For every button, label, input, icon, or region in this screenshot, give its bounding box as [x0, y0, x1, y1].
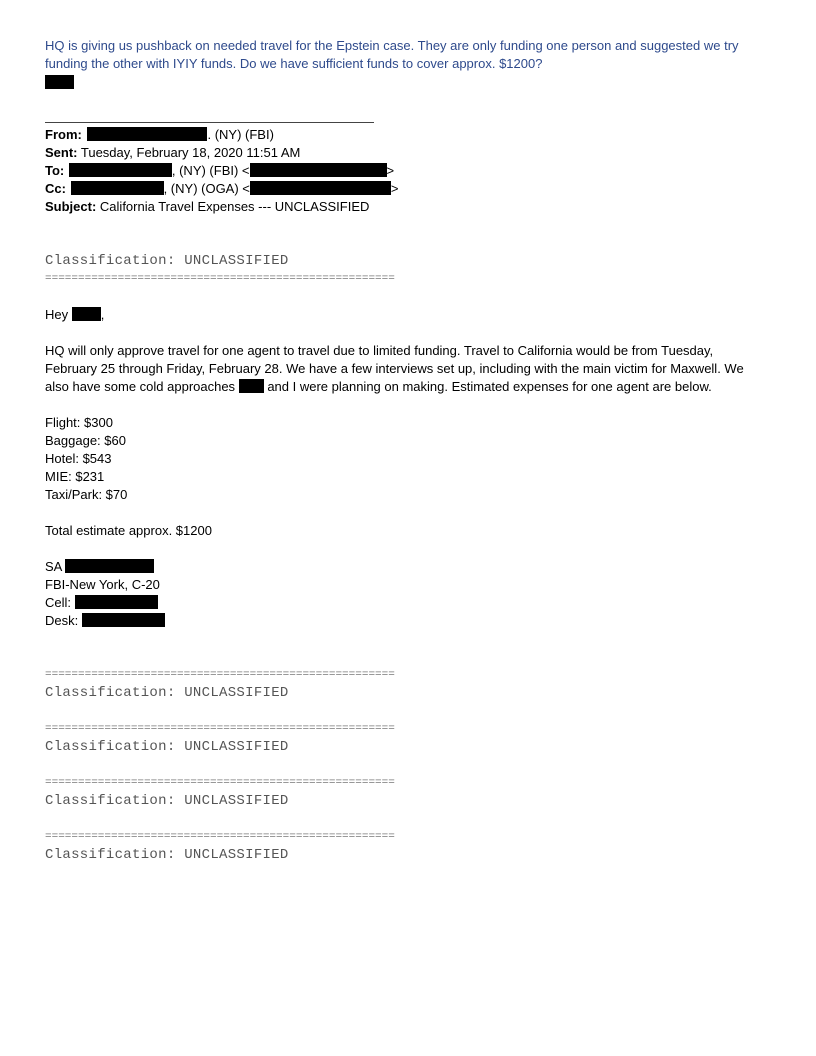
intro-line-2: funding the other with IYIY funds. Do we have sufficient funds to cover approx. $1200?: [45, 56, 543, 71]
intro-line-1: HQ is giving us pushback on needed travel for the Epstein case. They are only funding one person and suggested we try: [45, 38, 739, 53]
cc-value: , (NY) (OGA) <: [163, 181, 250, 196]
separator: =====================================================: [45, 273, 395, 285]
from-label: From:: [45, 127, 82, 142]
signature-cell: [45, 594, 158, 612]
desk-label: Desk:: [45, 613, 79, 628]
expense-item: MIE: $231: [45, 469, 105, 484]
from-row: [45, 126, 274, 144]
header-divider: [45, 122, 374, 123]
classification-footer: Classification: UNCLASSIFIED: [45, 685, 289, 701]
redaction: [239, 379, 264, 393]
sent-label: Sent:: [45, 145, 78, 160]
redaction: [65, 559, 154, 573]
sent-row: [45, 144, 300, 162]
from-value: . (NY) (FBI): [207, 127, 274, 142]
to-value-end: >: [386, 163, 395, 178]
redaction: [45, 74, 74, 92]
cc-label: Cc:: [45, 181, 66, 196]
redaction: [250, 181, 391, 195]
paragraph-line-3-b: and I were planning on making. Estimated expenses for one agent are below.: [267, 379, 712, 394]
paragraph-line-1: HQ will only approve travel for one agent to travel due to limited funding. Travel to California would be from Tuesday,: [45, 343, 714, 358]
subject-row: [45, 198, 369, 216]
sent-value: Tuesday, February 18, 2020 11:51 AM: [80, 145, 301, 160]
redaction: [82, 613, 165, 627]
paragraph-line-3: [45, 378, 712, 396]
signature-desk: [45, 612, 165, 630]
subject-label: Subject:: [45, 199, 97, 214]
classification-footer: Classification: UNCLASSIFIED: [45, 793, 289, 809]
expense-item: Baggage: $60: [45, 433, 126, 448]
redaction: [71, 181, 164, 195]
redaction: [87, 127, 207, 141]
classification-top: Classification: UNCLASSIFIED: [45, 253, 289, 269]
classification-footer: Classification: UNCLASSIFIED: [45, 739, 289, 755]
separator: =====================================================: [45, 723, 395, 735]
signature-title: [45, 558, 154, 576]
classification-footer: Classification: UNCLASSIFIED: [45, 847, 289, 863]
redaction: [75, 595, 158, 609]
signature-title-text: SA: [45, 559, 63, 574]
expense-item: Hotel: $543: [45, 451, 112, 466]
redaction: [72, 307, 101, 321]
greeting: [45, 306, 104, 324]
cc-row: [45, 180, 398, 198]
total-estimate: Total estimate approx. $1200: [45, 523, 212, 538]
redaction: [69, 163, 172, 177]
signature-office: FBI-New York, C-20: [45, 577, 160, 592]
paragraph-line-2: February 25 through Friday, February 28. We have a few interviews set up, including with the main victim for Maxwell. We: [45, 361, 744, 376]
expense-item: Taxi/Park: $70: [45, 487, 128, 502]
to-value: , (NY) (FBI) <: [171, 163, 250, 178]
expense-item: Flight: $300: [45, 415, 113, 430]
cc-value-end: >: [390, 181, 399, 196]
separator: =====================================================: [45, 831, 395, 843]
to-label: To:: [45, 163, 65, 178]
paragraph-line-3-a: also have some cold approaches: [45, 379, 236, 394]
redaction: [250, 163, 387, 177]
greeting-punct: ,: [100, 307, 105, 322]
separator: =====================================================: [45, 669, 395, 681]
separator: =====================================================: [45, 777, 395, 789]
to-row: [45, 162, 394, 180]
greeting-word: Hey: [45, 307, 69, 322]
subject-value: California Travel Expenses --- UNCLASSIFIED: [99, 199, 370, 214]
cell-label: Cell:: [45, 595, 72, 610]
